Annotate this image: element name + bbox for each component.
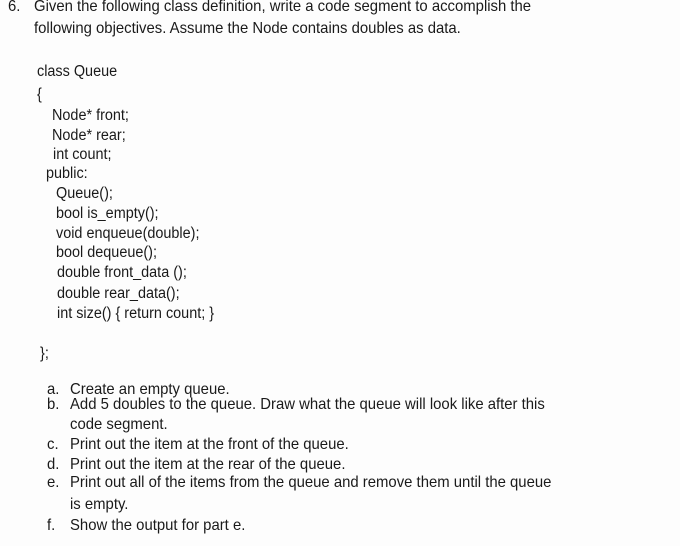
code-line: double front_data (); (57, 264, 187, 281)
code-line: Node* front; (52, 107, 129, 124)
code-line: Node* rear; (52, 127, 126, 144)
task-letter: c. (47, 436, 59, 453)
task-text: Add 5 doubles to the queue. Draw what the queue will look like after this (70, 396, 545, 413)
task-text: is empty. (70, 496, 129, 513)
code-line: double rear_data(); (57, 285, 180, 302)
task-letter: a. (47, 381, 60, 398)
code-line: bool dequeue(); (56, 244, 157, 261)
code-line: }; (40, 345, 49, 362)
question-text-line-2: following objectives. Assume the Node contains doubles as data. (34, 20, 461, 37)
code-line: { (37, 86, 42, 103)
task-text: Print out all of the items from the queue and remove them until the queue (70, 474, 552, 491)
task-text: Print out the item at the front of the queue. (70, 436, 349, 453)
task-letter: f. (47, 517, 56, 534)
code-line: public: (46, 165, 88, 182)
task-text: Show the output for part e. (70, 517, 246, 534)
task-letter: e. (47, 474, 60, 491)
code-line: int count; (53, 146, 112, 163)
task-text: code segment. (70, 416, 168, 433)
task-text: Print out the item at the rear of the queue. (70, 456, 346, 473)
code-line: bool is_empty(); (56, 205, 159, 222)
question-text-line-1: Given the following class definition, write a code segment to accomplish the (34, 0, 532, 15)
code-line: int size() { return count; } (57, 305, 215, 322)
task-letter: d. (47, 456, 60, 473)
code-line: Queue(); (56, 185, 113, 202)
question-number: 6. (8, 0, 21, 15)
task-text: Create an empty queue. (70, 381, 230, 398)
code-line: class Queue (37, 63, 118, 80)
code-line: void enqueue(double); (56, 225, 200, 242)
task-letter: b. (47, 396, 60, 413)
